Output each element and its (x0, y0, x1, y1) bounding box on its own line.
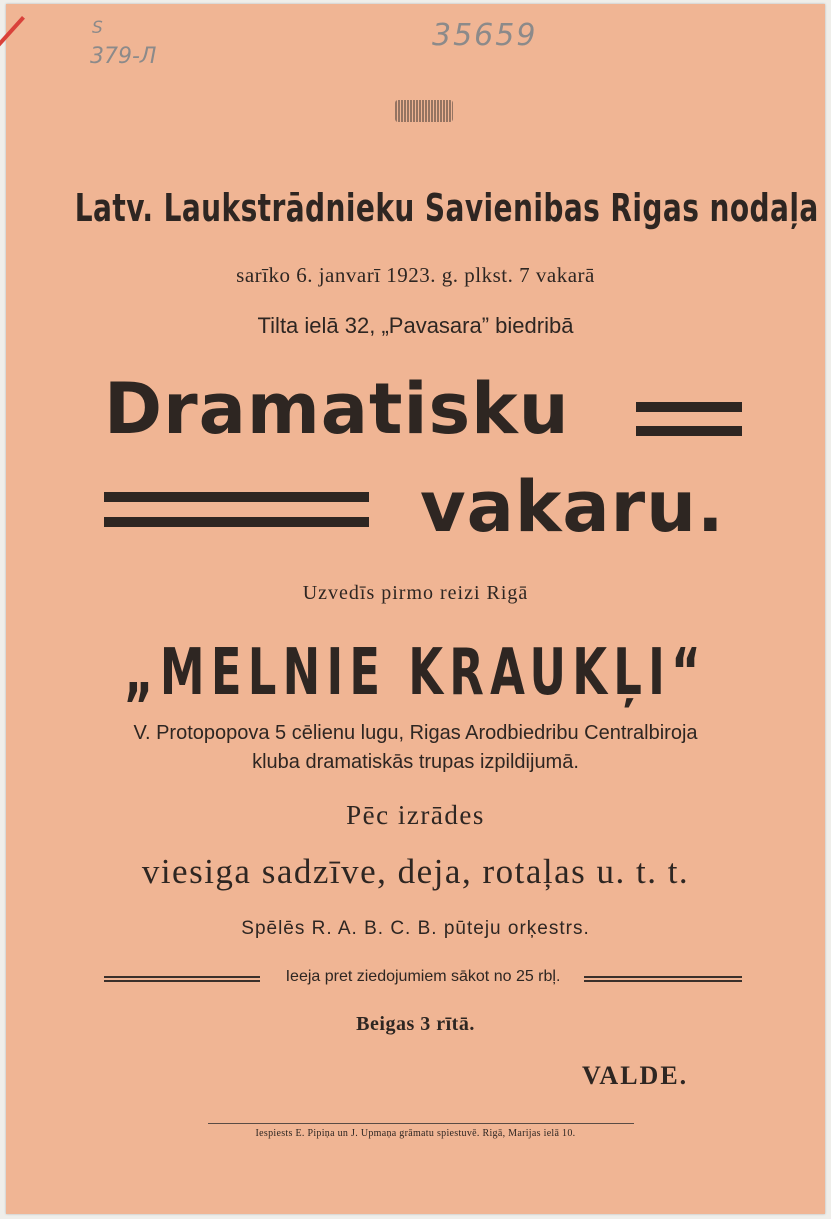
printer-imprint: Iespiests E. Pipiņa un J. Upmaņa grāmatu spiestuvē. Rigā, Marijas ielā 10. (255, 1128, 576, 1139)
play-title: „MELNIE KRAUKĻI“ (124, 636, 707, 710)
date-line: sarīko 6. janvarī 1923. g. plkst. 7 vakarā (236, 263, 595, 287)
signature-board: VALDE. (582, 1061, 689, 1090)
play-description-1: V. Protopopova 5 cēlienu lugu, Rigas Arodbiedribu Centralbiroja (133, 722, 698, 744)
decor-bar-right-top (636, 402, 742, 412)
orchestra-line: Spēlēs R. A. B. C. B. pūteju orķestrs. (241, 918, 590, 939)
headline-word-1: Dramatisku (104, 368, 570, 450)
play-description-2: kluba dramatiskās trupas izpildijumā. (252, 751, 579, 773)
decor-bar-right-bottom (636, 426, 742, 436)
intro-line: Uzvedīs pirmo reizi Rigā (302, 582, 529, 604)
imprint-rule (208, 1123, 634, 1124)
end-time-line: Beigas 3 rītā. (356, 1013, 475, 1035)
admission-text: Ieeja pret ziedojumiem sākot no 25 rbļ. (285, 968, 561, 985)
headline-word-2: vakaru. (420, 466, 725, 548)
venue-line: Tilta ielā 32, „Pavasara” biedribā (257, 313, 574, 338)
decor-bar-left-top (104, 492, 369, 502)
admission-row (104, 966, 742, 992)
shelf-code-top: S (92, 18, 103, 38)
inventory-number: 35659 (432, 18, 538, 53)
organization-title: Latv. Laukstrādnieku Savienibas Rigas nodaļa (74, 186, 819, 230)
after-show-heading: Pēc izrādes (346, 800, 485, 830)
decor-bar-left-bottom (104, 517, 369, 527)
program-line: viesiga sadzīve, deja, rotaļas u. t. t. (141, 852, 690, 891)
shelf-code-bottom: 379-Л (90, 44, 157, 69)
stamp-smudge (395, 100, 453, 122)
